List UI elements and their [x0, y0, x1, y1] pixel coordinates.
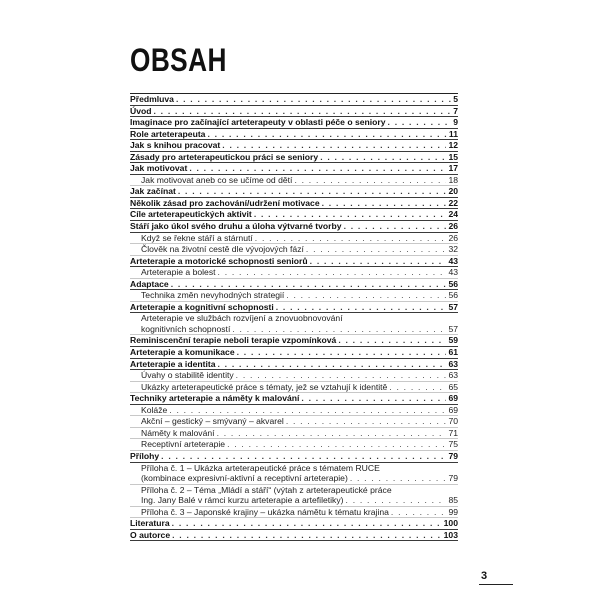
toc-entry: [130, 485, 458, 496]
dot-leader: [227, 439, 446, 450]
toc-entry-title: Role arteterapeuta: [130, 128, 206, 139]
toc-entry-page: 32: [448, 244, 458, 255]
toc-entry-page: 79: [448, 473, 458, 484]
toc-entry-title: Arteterapie a bolest: [141, 267, 216, 278]
toc-entry-title: Jak začínat: [130, 186, 176, 197]
dot-leader: [161, 451, 446, 462]
toc-entry: [130, 439, 458, 451]
toc-entry: [130, 290, 458, 302]
toc-entry: [130, 530, 458, 542]
dot-leader: [169, 405, 446, 416]
dot-leader: [320, 152, 446, 163]
toc-entry-page: 99: [448, 506, 458, 517]
toc-entry-title: Receptivní arteterapie: [141, 439, 226, 450]
toc-entry-page: 17: [448, 163, 458, 174]
toc-entry-page: 26: [448, 232, 458, 243]
toc-entry: [130, 279, 458, 291]
toc-entry: [130, 324, 458, 336]
toc-entry-page: 70: [448, 416, 458, 427]
dot-leader: [346, 495, 447, 506]
toc-entry-title: Techniky arteterapie a náměty k malování: [130, 393, 300, 404]
toc-entry-page: 43: [448, 255, 458, 266]
dot-leader: [301, 393, 446, 404]
toc-entry: [130, 267, 458, 279]
toc-entry-page: 24: [448, 209, 458, 220]
toc-entry-title: Koláže: [141, 404, 168, 415]
toc-entry-title: Přílohy: [130, 450, 160, 461]
dot-leader: [276, 302, 447, 313]
toc-entry: [130, 163, 458, 175]
toc-entry: [130, 495, 458, 507]
toc-entry: [130, 186, 458, 198]
toc-entry-title: Příloha č. 3 – Japonské krajiny – ukázka námětu k tématu krajina: [141, 506, 389, 517]
toc-entry-title: Arteterapie a identita: [130, 358, 216, 369]
toc-entry-title: Stáří jako úkol svého druhu a úloha výtvarné tvorby: [130, 221, 342, 232]
toc-entry-page: 43: [448, 267, 458, 278]
toc-entry: [130, 347, 458, 359]
toc-entry-title: Arteterapie ve službách rozvíjení a znovuobnovování: [141, 313, 343, 324]
page-number: 3: [481, 570, 488, 582]
toc-entry-page: 63: [448, 370, 458, 381]
toc-entry: [130, 94, 458, 106]
toc-entry-page: 9: [453, 117, 458, 128]
toc-entry-page: 20: [448, 186, 458, 197]
toc-entry-title: Příloha č. 1 – Ukázka arteterapeutické práce s tématem RUCE: [141, 462, 380, 473]
toc-entry-title: Předmluva: [130, 94, 174, 104]
toc-entry: [130, 473, 458, 485]
dot-leader: [178, 186, 447, 197]
toc-entry-title: Jak s knihou pracovat: [130, 140, 221, 151]
toc-entry-title: Arteterapie a komunikace: [130, 347, 235, 358]
toc-entry-page: 56: [448, 290, 458, 301]
toc-entry: [130, 175, 458, 187]
toc-entry-title: O autorce: [130, 529, 171, 540]
toc-entry-title: Adaptace: [130, 278, 169, 289]
dot-leader: [217, 359, 446, 370]
toc-entry-title: Literatura: [130, 518, 170, 529]
dot-leader: [310, 256, 447, 267]
toc-entry-page: 26: [448, 221, 458, 232]
toc-entry: [130, 209, 458, 221]
toc-entry-page: 18: [448, 174, 458, 185]
toc-entry: [130, 335, 458, 347]
toc-entry: [130, 117, 458, 129]
toc-entry-page: 12: [448, 140, 458, 151]
dot-leader: [237, 347, 447, 358]
dot-leader: [222, 140, 446, 151]
toc-entry: [130, 152, 458, 164]
toc-entry-page: 22: [448, 197, 458, 208]
dot-leader: [388, 117, 452, 128]
table-of-contents: [130, 93, 458, 541]
toc-entry: [130, 198, 458, 210]
dot-leader: [286, 290, 446, 301]
toc-entry: [130, 313, 458, 324]
dot-leader: [391, 507, 447, 518]
dot-leader: [153, 106, 451, 117]
toc-entry: [130, 405, 458, 417]
toc-entry-page: 15: [448, 151, 458, 162]
toc-entry-title: Ukázky arteterapeutické práce s tématy, jež se vztahují k identitě: [141, 381, 388, 392]
toc-entry-title: Technika změn nevyhodných strategií: [141, 290, 285, 301]
dot-leader: [344, 221, 447, 232]
toc-entry-page: 103: [443, 529, 458, 540]
toc-entry-page: 7: [453, 105, 458, 116]
toc-entry: [130, 129, 458, 141]
toc-entry-page: 71: [448, 427, 458, 438]
dot-leader: [294, 175, 446, 186]
toc-entry: [130, 463, 458, 474]
toc-entry: [130, 359, 458, 371]
dot-leader: [338, 335, 446, 346]
toc-entry-page: 11: [448, 128, 458, 139]
toc-entry-page: 63: [448, 358, 458, 369]
dot-leader: [254, 209, 447, 220]
toc-entry: [130, 393, 458, 405]
toc-entry: [130, 428, 458, 440]
page-number-rule: [479, 584, 513, 585]
dot-leader: [172, 518, 442, 529]
toc-entry-page: 61: [448, 347, 458, 358]
toc-entry-title: Úvod: [130, 105, 152, 116]
toc-entry: [130, 233, 458, 245]
toc-entry-page: 57: [448, 323, 458, 334]
dot-leader: [176, 94, 451, 105]
dot-leader: [171, 279, 447, 290]
toc-entry-page: 5: [453, 94, 458, 104]
toc-entry: [130, 507, 458, 519]
toc-entry-title: kognitivních schopností: [141, 323, 231, 334]
toc-entry-page: 65: [448, 381, 458, 392]
toc-entry-title: Imaginace pro začínající arteterapeuty v oblasti péče o seniory: [130, 117, 386, 128]
toc-entry-page: 79: [448, 450, 458, 461]
toc-entry: [130, 221, 458, 233]
dot-leader: [217, 428, 447, 439]
toc-entry-page: 57: [448, 301, 458, 312]
toc-entry: [130, 256, 458, 268]
toc-entry-page: 69: [448, 393, 458, 404]
toc-entry-title: Ing. Jany Balé v rámci kurzu arteterapie a artefiletiky): [141, 495, 344, 506]
toc-entry-title: Akční – gestický – smývaný – akvarel: [141, 416, 284, 427]
toc-entry: [130, 302, 458, 314]
toc-entry: [130, 451, 458, 463]
toc-entry-title: Náměty k malování: [141, 427, 215, 438]
toc-entry: [130, 106, 458, 118]
toc-entry: [130, 244, 458, 256]
dot-leader: [286, 416, 447, 427]
toc-entry-page: 100: [443, 518, 458, 529]
toc-entry-title: Jak motivovat aneb co se učíme od dětí: [141, 174, 293, 185]
dot-leader: [255, 233, 447, 244]
dot-leader: [172, 530, 442, 541]
toc-entry-title: Reminiscenční terapie neboli terapie vzpomínková: [130, 335, 337, 346]
dot-leader: [207, 129, 446, 140]
dot-leader: [322, 198, 447, 209]
toc-entry-title: Několik zásad pro zachování/udržení motivace: [130, 197, 320, 208]
dot-leader: [389, 382, 446, 393]
dot-leader: [306, 244, 447, 255]
toc-entry-title: Cíle arteterapeutických aktivit: [130, 209, 252, 220]
toc-entry-title: Arteterapie a motorické schopnosti seniorů: [130, 255, 308, 266]
toc-entry-title: Arteterapie a kognitivní schopnosti: [130, 301, 274, 312]
toc-entry-title: Jak motivovat: [130, 163, 188, 174]
toc-entry-title: Úvahy o stabilitě identity: [141, 370, 234, 381]
toc-entry: [130, 370, 458, 382]
toc-entry-title: Příloha č. 2 – Téma „Mládí a stáří“ (výtah z arteterapeutické práce: [141, 484, 392, 495]
toc-entry-title: Zásady pro arteterapeutickou práci se seniory: [130, 151, 319, 162]
toc-entry: [130, 518, 458, 530]
toc-entry-page: 59: [448, 335, 458, 346]
dot-leader: [189, 163, 446, 174]
toc-entry-title: (kombinace expresivní-aktivní a receptivní arteterapie): [141, 473, 348, 484]
dot-leader: [350, 473, 447, 484]
toc-entry-page: 69: [448, 404, 458, 415]
dot-leader: [236, 370, 447, 381]
toc-entry-title: Když se řekne stáří a stárnutí: [141, 232, 253, 243]
toc-entry-page: 75: [448, 439, 458, 450]
toc-entry: [130, 382, 458, 394]
dot-leader: [232, 324, 446, 335]
toc-entry-page: 85: [448, 495, 458, 506]
toc-entry-page: 56: [448, 278, 458, 289]
dot-leader: [218, 267, 447, 278]
toc-entry: [130, 416, 458, 428]
page-title: OBSAH: [130, 42, 227, 78]
toc-entry: [130, 140, 458, 152]
toc-entry-title: Člověk na životní cestě dle vývojových fází: [141, 244, 304, 255]
